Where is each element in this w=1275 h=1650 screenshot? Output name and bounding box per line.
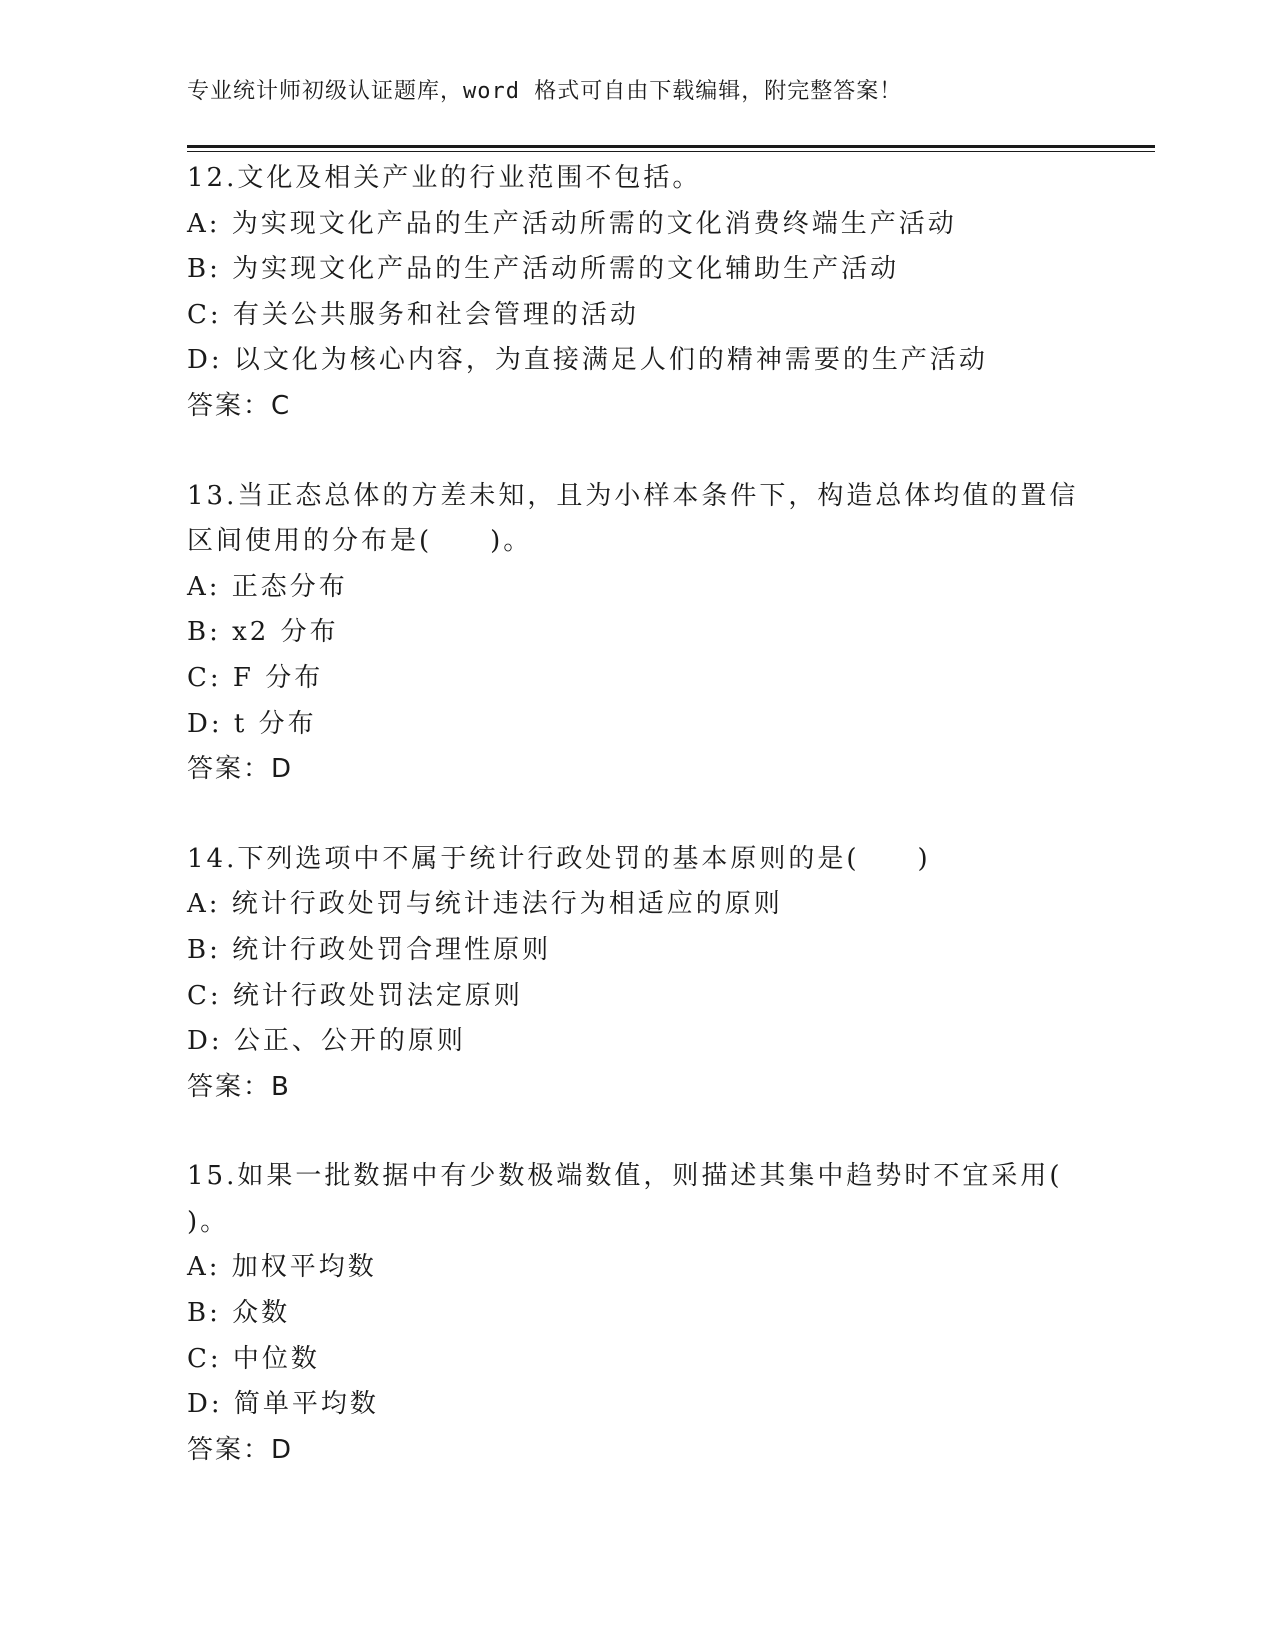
option-a: A: 统计行政处罚与统计违法行为相适应的原则	[187, 889, 783, 920]
question-stem: 14.下列选项中不属于统计行政处罚的基本原则的是( )	[187, 843, 931, 874]
question-12	[187, 156, 1087, 430]
option-c: C: 统计行政处罚法定原则	[187, 980, 523, 1011]
option-b: B: 统计行政处罚合理性原则	[187, 934, 552, 965]
answer-label: 答案：B	[187, 1071, 291, 1102]
question-15	[187, 1154, 1087, 1473]
option-a: A: 为实现文化产品的生产活动所需的文化消费终端生产活动	[187, 208, 957, 239]
question-14	[187, 837, 1087, 1111]
option-d: D: 公正、公开的原则	[187, 1026, 466, 1057]
answer-label: 答案：C	[187, 390, 292, 421]
question-13	[187, 474, 1087, 793]
option-a: A: 正态分布	[187, 571, 348, 602]
header-rule-thin	[187, 151, 1155, 152]
option-b: B: x2 分布	[187, 617, 339, 648]
header-rule-thick	[187, 145, 1155, 148]
question-list	[187, 156, 1087, 1473]
question-stem-continued: 区间使用的分布是( )。	[187, 526, 533, 557]
question-stem: 15.如果一批数据中有少数极端数值，则描述其集中趋势时不宜采用(	[187, 1161, 1063, 1192]
answer-label: 答案：D	[187, 754, 294, 785]
option-b: B: 为实现文化产品的生产活动所需的文化辅助生产活动	[187, 254, 900, 285]
question-stem: 12.文化及相关产业的行业范围不包括。	[187, 163, 702, 193]
option-d: D: 以文化为核心内容，为直接满足人们的精神需要的生产活动	[187, 345, 988, 376]
option-b: B: 众数	[187, 1298, 291, 1329]
option-c: C: 有关公共服务和社会管理的活动	[187, 299, 639, 330]
option-a: A: 加权平均数	[187, 1252, 377, 1283]
question-stem-continued: )。	[187, 1206, 230, 1237]
answer-label: 答案：D	[187, 1434, 294, 1465]
option-d: D: t 分布	[187, 708, 317, 739]
header-note: 专业统计师初级认证题库，word 格式可自由下载编辑，附完整答案！	[187, 79, 903, 104]
option-d: D: 简单平均数	[187, 1389, 379, 1420]
option-c: C: 中位数	[187, 1343, 320, 1374]
question-stem: 13.当正态总体的方差未知，且为小样本条件下，构造总体均值的置信	[187, 480, 1079, 511]
option-c: C: F 分布	[187, 662, 324, 693]
